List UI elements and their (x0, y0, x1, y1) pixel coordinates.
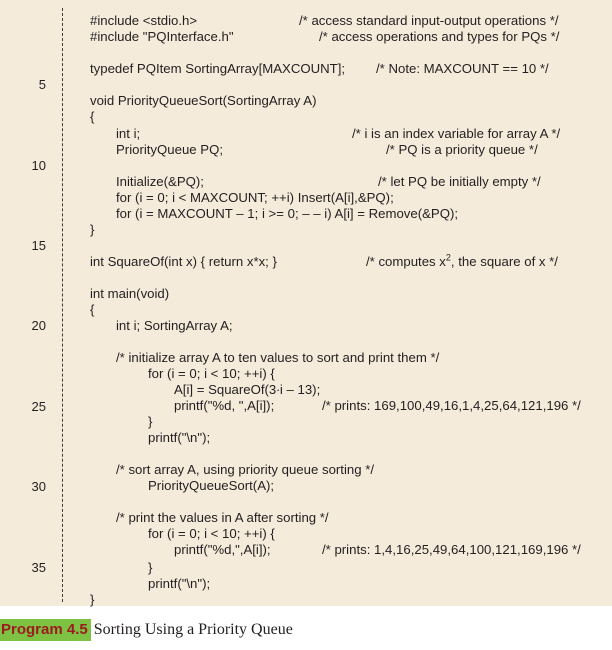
program-caption (0, 618, 293, 642)
line-number-20: 20 (31, 318, 46, 333)
comment-squareof-post: , the square of x */ (450, 254, 558, 269)
code-line-int-i: int i; (116, 126, 141, 141)
code-line-brace-close: } (90, 222, 95, 237)
comment-squareof (366, 254, 558, 270)
line-number-35: 35 (31, 560, 46, 575)
code-line-newline-1: printf("\n"); (148, 430, 211, 445)
code-line-main-brace-close: } (90, 592, 95, 607)
comment-include-stdio: /* access standard input-output operations */ (299, 13, 559, 28)
code-line-include-pq: #include "PQInterface.h" (90, 29, 234, 44)
code-line-close-for-2: } (148, 560, 153, 575)
comment-printf-2: /* prints: 1,4,16,25,49,64,100,121,169,196 */ (322, 542, 581, 557)
code-line-init-comment: /* initialize array A to ten values to sort and print them */ (116, 350, 440, 365)
program-number-badge: Program 4.5 (0, 619, 91, 641)
code-line-assign: A[i] = SquareOf(3∙i – 13); (174, 382, 321, 397)
comment-typedef: /* Note: MAXCOUNT == 10 */ (376, 61, 549, 76)
line-number-10: 10 (31, 158, 46, 173)
comment-squareof-superscript: 2 (445, 252, 451, 263)
code-line-printf-2: printf("%d,",A[i]); (174, 542, 271, 557)
comment-printf-1: /* prints: 169,100,49,16,1,4,25,64,121,196 */ (322, 398, 581, 413)
line-number-30: 30 (31, 479, 46, 494)
code-line-close-for-1: } (148, 414, 153, 429)
code-line-pq-decl: PriorityQueue PQ; (116, 142, 224, 157)
code-line-main-brace-open: { (90, 302, 95, 317)
comment-squareof-pre: /* computes x (366, 254, 446, 269)
comment-int-i: /* i is an index variable for array A */ (352, 126, 561, 141)
line-number-25: 25 (31, 399, 46, 414)
code-line-main-signature: int main(void) (90, 286, 170, 301)
comment-pq-decl: /* PQ is a priority queue */ (386, 142, 538, 157)
code-line-include-stdio: #include <stdio.h> (90, 13, 198, 28)
line-number-15: 15 (31, 238, 46, 253)
code-line-sort-comment: /* sort array A, using priority queue sorting */ (116, 462, 375, 477)
code-line-print-comment: /* print the values in A after sorting */ (116, 510, 329, 525)
code-line-for-remove: for (i = MAXCOUNT – 1; i >= 0; – – i) A[i] = Remove(&PQ); (116, 206, 459, 221)
code-line-call-sort: PriorityQueueSort(A); (148, 478, 275, 493)
line-number-5: 5 (38, 77, 46, 92)
gutter-dashed-rule (62, 8, 63, 602)
code-line-typedef: typedef PQItem SortingArray[MAXCOUNT]; (90, 61, 346, 76)
code-line-printf-1: printf("%d, ",A[i]); (174, 398, 275, 413)
code-line-main-decl: int i; SortingArray A; (116, 318, 233, 333)
code-line-brace-open: { (90, 109, 95, 124)
code-line-pqsort-signature: void PriorityQueueSort(SortingArray A) (90, 93, 317, 108)
comment-initialize: /* let PQ be initially empty */ (378, 174, 541, 189)
code-line-initialize: Initialize(&PQ); (116, 174, 204, 189)
code-line-for-loop-2: for (i = 0; i < 10; ++i) { (148, 526, 275, 541)
comment-include-pq: /* access operations and types for PQs */ (319, 29, 560, 44)
caption-text: Sorting Using a Priority Queue (93, 621, 293, 638)
code-line-for-insert: for (i = 0; i < MAXCOUNT; ++i) Insert(A[i],&PQ); (116, 190, 394, 205)
code-line-newline-2: printf("\n"); (148, 576, 211, 591)
code-line-for-loop-1: for (i = 0; i < 10; ++i) { (148, 366, 275, 381)
code-line-squareof: int SquareOf(int x) { return x*x; } (90, 254, 277, 269)
